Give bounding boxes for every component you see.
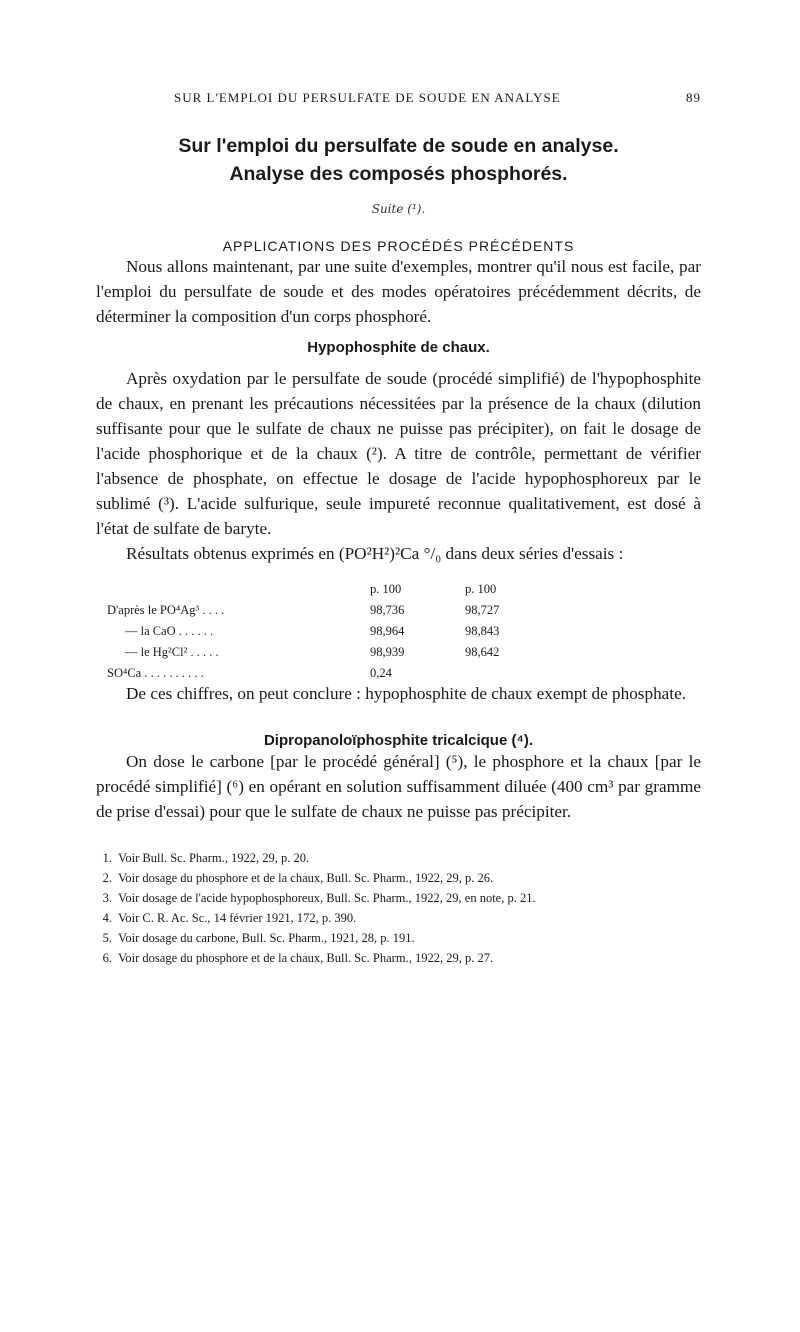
- table-row: [107, 618, 545, 639]
- table-cell: [465, 660, 545, 681]
- suite-label: Suite: [371, 202, 404, 216]
- hypophosphite-heading: Hypophosphite de chaux.: [307, 339, 490, 356]
- footnote-number: 5.: [102, 931, 112, 945]
- table-cell: 98,939: [370, 645, 405, 659]
- table-row: [107, 597, 545, 618]
- footnote-text: Voir dosage du carbone, Bull. Sc. Pharm., 1921, 28, p. 191.: [118, 931, 415, 945]
- suite-note: [96, 202, 701, 216]
- page-number: 89: [686, 90, 701, 105]
- footnote-number: 1.: [102, 851, 112, 865]
- article-title: [96, 132, 701, 188]
- title-line-1: Sur l'emploi du persulfate de soude en analyse.: [178, 135, 619, 157]
- table-header-row: [107, 576, 545, 597]
- footnote: [96, 848, 701, 868]
- running-title: SUR L'EMPLOI DU PERSULFATE DE SOUDE EN ANALYSE: [174, 90, 561, 105]
- dipropanol-paragraph: On dose le carbone [par le procédé général] (⁵), le phosphore et la chaux [par le procédé simplifié] (⁶) en opérant en solution suffisamment diluée (400 cm³ par gramme de prise d'essai) pour que le sulfate de chaux ne puisse pas précipiter.: [96, 752, 701, 821]
- table-row: [107, 660, 545, 681]
- table-header-cell: p. 100: [370, 582, 402, 596]
- footnote-number: 3.: [102, 891, 112, 905]
- hypophosphite-paragraph: Après oxydation par le persulfate de soude (procédé simplifié) de l'hypophosphite de chaux, en prenant les précautions nécessitées par la présence de la chaux (dilution suffisante pour que le sulfate de chaux ne puisse pas précipiter), on fait le dosage de l'acide phosphorique et de la chaux (²). A titre de contrôle, permettant de vérifier l'absence de phosphate, on effectue le dosage de l'acide hypophosphoreux par le sublimé (³). L'acide sulfurique, seule impureté reconnue qualitativement, est dosé à l'état de sulfate de baryte.: [96, 369, 701, 538]
- title-line-2: Analyse des composés phosphorés.: [229, 163, 568, 185]
- intro-paragraph: Nous allons maintenant, par une suite d'exemples, montrer qu'il nous est facile, par l'emploi du persulfate de soude et des modes opératoires précédemment décrits, de déterminer la composition d'un corps phosphoré.: [96, 257, 701, 326]
- table-header-cell: p. 100: [465, 582, 497, 596]
- footnote-text: Voir dosage du phosphore et de la chaux, Bull. Sc. Pharm., 1922, 29, p. 27.: [118, 951, 494, 965]
- footnote-number: 6.: [102, 951, 112, 965]
- table-cell: — le Hg²Cl² . . . . .: [125, 645, 219, 659]
- footnote: [96, 908, 701, 928]
- table-header-cell: [107, 576, 370, 597]
- footnote-text: Voir C. R. Ac. Sc., 14 février 1921, 172, p. 390.: [118, 911, 357, 925]
- results-table: [107, 576, 545, 681]
- table-cell: 0,24: [370, 666, 392, 680]
- footnote-number: 4.: [102, 911, 112, 925]
- conclusion-paragraph: De ces chiffres, on peut conclure : hypophosphite de chaux exempt de phosphate.: [126, 684, 687, 703]
- table-cell: 98,843: [465, 624, 500, 638]
- table-cell: 98,736: [370, 603, 405, 617]
- table-cell: — la CaO . . . . . .: [125, 624, 214, 638]
- document-page: [96, 90, 701, 968]
- table-cell: 98,727: [465, 603, 500, 617]
- footnote: [96, 888, 701, 908]
- footnote: [96, 868, 701, 888]
- results-intro: Résultats obtenus exprimés en (PO²H²)²Ca °/₀ dans deux séries d'essais :: [126, 544, 624, 563]
- table-cell: SO⁴Ca . . . . . . . . . .: [107, 666, 204, 680]
- suite-ref: (¹).: [407, 202, 426, 216]
- dipropanol-heading: Dipropanoloïphosphite tricalcique (⁴).: [263, 732, 534, 749]
- footnote-text: Voir dosage de l'acide hypophosphoreux, Bull. Sc. Pharm., 1922, 29, en note, p. 21.: [118, 891, 536, 905]
- footnote-text: Voir dosage du phosphore et de la chaux, Bull. Sc. Pharm., 1922, 29, p. 26.: [118, 871, 494, 885]
- footnote: [96, 948, 701, 968]
- footnote-text: Voir Bull. Sc. Pharm., 1922, 29, p. 20.: [118, 851, 310, 865]
- section-heading: APPLICATIONS DES PROCÉDÉS PRÉCÉDENTS: [222, 238, 575, 254]
- footnote-number: 2.: [102, 871, 112, 885]
- table-cell: 98,964: [370, 624, 405, 638]
- table-row: [107, 639, 545, 660]
- table-cell: 98,642: [465, 645, 500, 659]
- running-header: [174, 90, 701, 106]
- footnote: [96, 928, 701, 948]
- footnotes: [96, 848, 701, 968]
- table-cell: D'après le PO⁴Ag³ . . . .: [107, 603, 225, 617]
